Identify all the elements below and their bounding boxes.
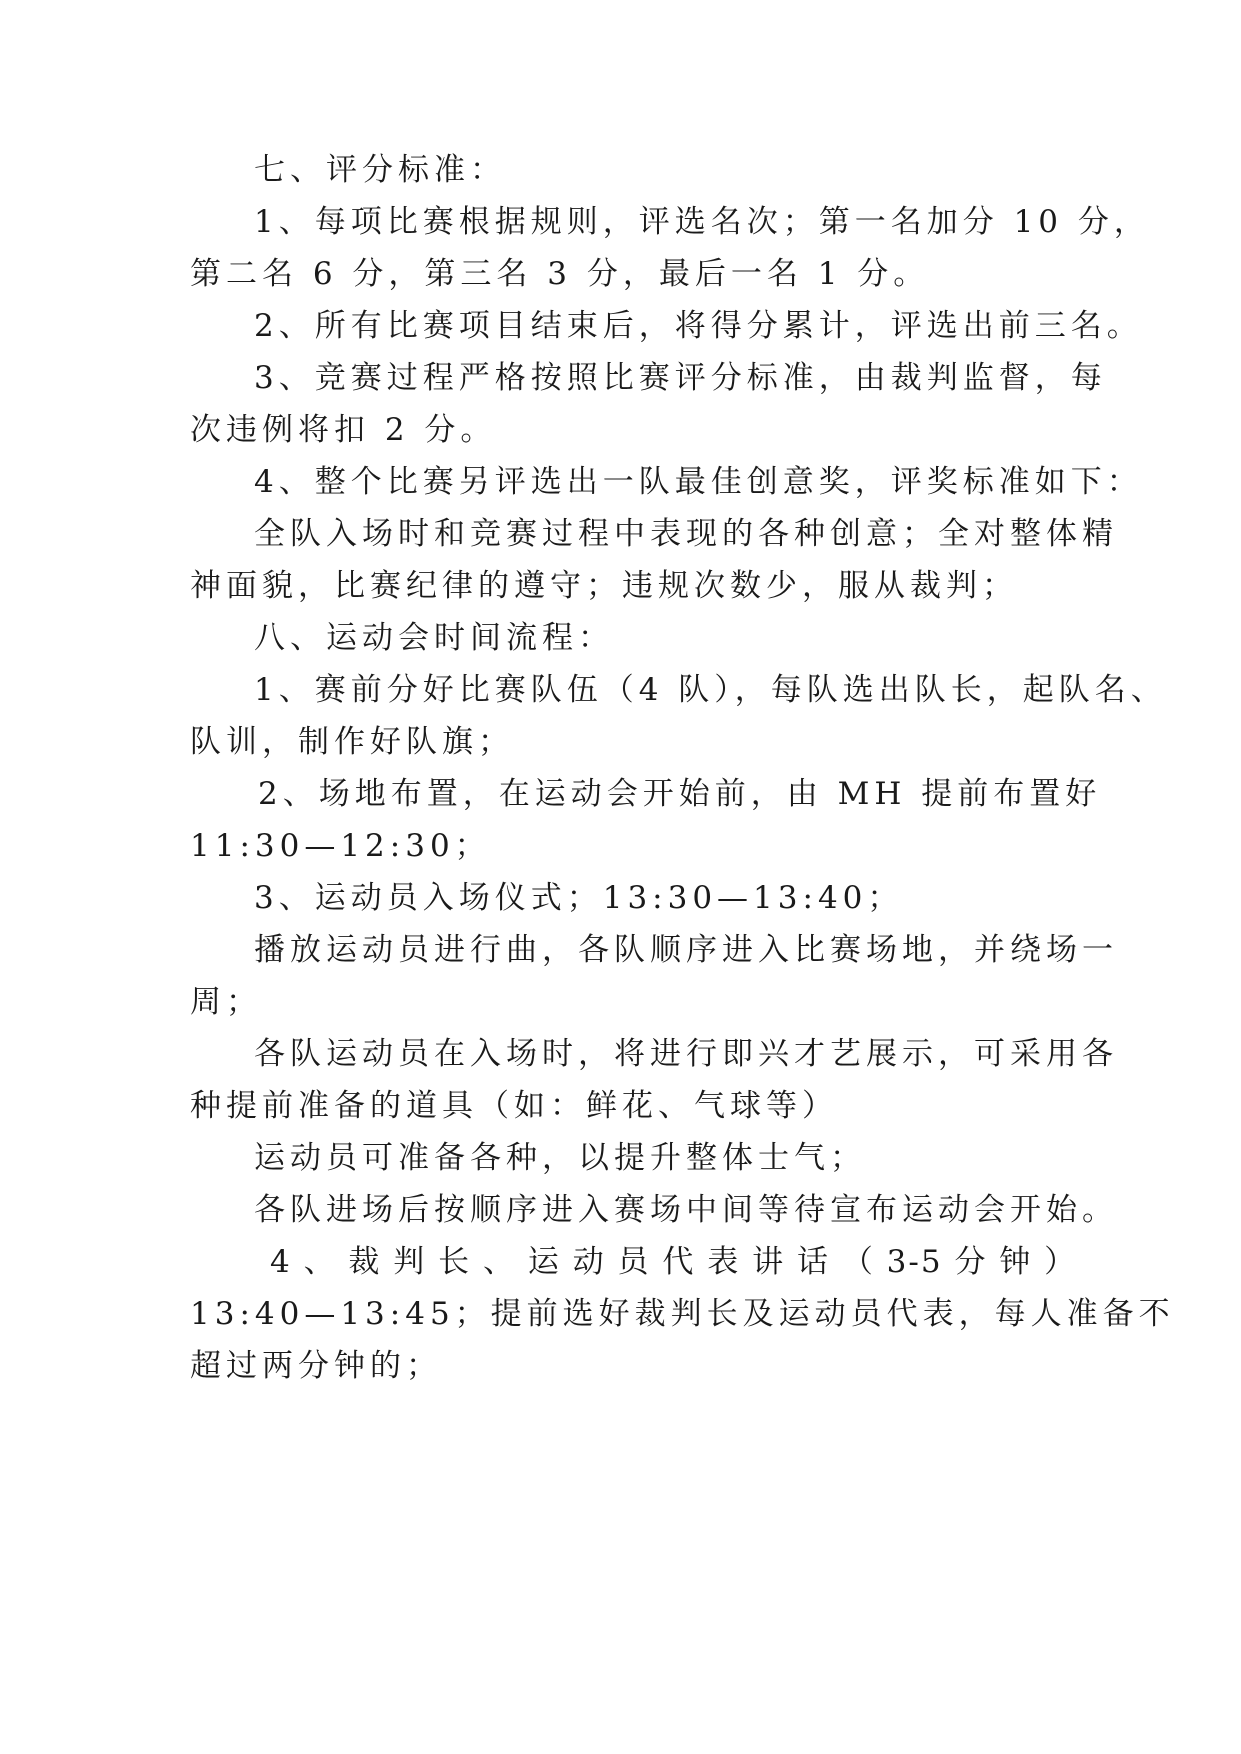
section-heading-schedule: 八、运动会时间流程： [254,620,614,656]
paragraph-line: 3、运动员入场仪式；13:30—13:40； [254,880,904,916]
paragraph-line: 4 、 裁 判 长 、 运 动 员 代 表 讲 话 （ 3-5 分 钟 ） [270,1244,1078,1280]
paragraph-line: 3、竞赛过程严格按照比赛评分标准，由裁判监督，每 [254,360,1107,396]
paragraph-line: 超过两分钟的； [190,1348,442,1384]
paragraph-line: 各队进场后按顺序进入赛场中间等待宣布运动会开始。 [254,1192,1118,1228]
paragraph-line: 各队运动员在入场时，将进行即兴才艺展示，可采用各 [254,1036,1118,1072]
paragraph-line: 1、赛前分好比赛队伍（4 队），每队选出队长，起队名、 [254,672,1167,708]
paragraph-line: 次违例将扣 2 分。 [190,412,497,448]
paragraph-line: 11:30—12:30； [190,828,491,864]
paragraph-line: 神面貌，比赛纪律的遵守；违规次数少，服从裁判； [190,568,1018,604]
paragraph-line: 队训，制作好队旗； [190,724,514,760]
paragraph-line: 运动员可准备各种，以提升整体士气； [254,1140,866,1176]
paragraph-line: 13:40—13:45；提前选好裁判长及运动员代表，每人准备不 [190,1296,1175,1332]
paragraph-line: 2、所有比赛项目结束后，将得分累计，评选出前三名。 [254,308,1143,344]
paragraph-line: 全队入场时和竞赛过程中表现的各种创意；全对整体精 [254,516,1118,552]
paragraph-line: 1、每项比赛根据规则，评选名次；第一名加分 10 分， [254,204,1150,240]
paragraph-line: 周； [190,984,262,1020]
paragraph-line: 4、整个比赛另评选出一队最佳创意奖，评奖标准如下： [254,464,1143,500]
paragraph-line: 播放运动员进行曲，各队顺序进入比赛场地，并绕场一 [254,932,1118,968]
paragraph-line: 种提前准备的道具（如：鲜花、气球等） [190,1088,838,1124]
section-heading-scoring: 七、评分标准： [254,152,506,188]
paragraph-line: 第二名 6 分，第三名 3 分，最后一名 1 分。 [190,256,930,292]
paragraph-line: 2、场地布置，在运动会开始前，由 MH 提前布置好 [258,776,1102,812]
